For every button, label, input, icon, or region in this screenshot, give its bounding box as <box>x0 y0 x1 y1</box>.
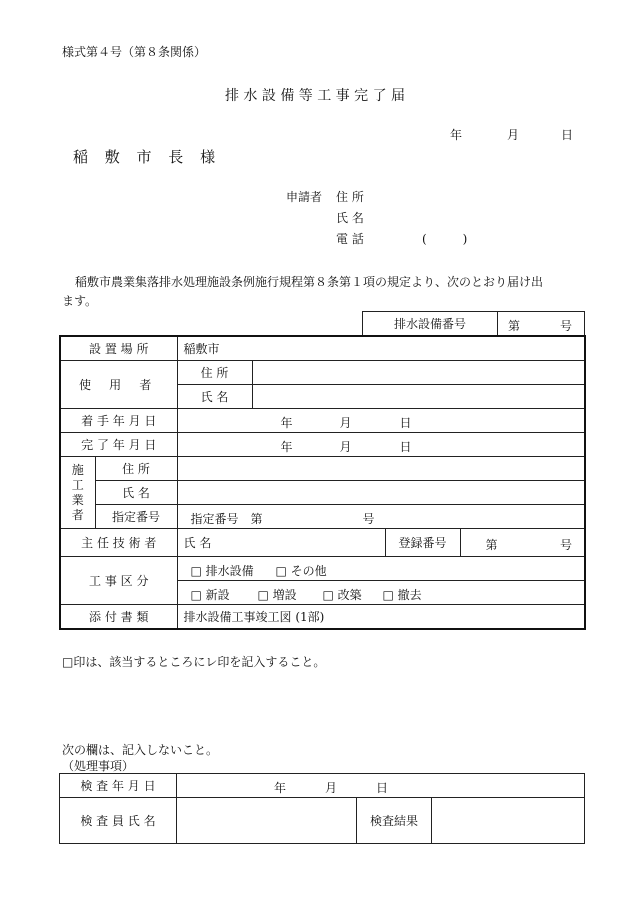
form-title: 排 水 設 備 等 工 事 完 了 届 <box>224 88 406 104</box>
form-number: 様式第４号（第８条関係） <box>62 45 207 59</box>
inspector-name-label: 検 査 員 氏 名 <box>60 798 177 844</box>
inspection-year-label: 年 <box>274 781 287 795</box>
user-label: 使 用 者 <box>60 361 177 409</box>
inspection-date-field[interactable] <box>177 774 585 798</box>
inspection-day-label: 日 <box>376 781 389 795</box>
user-name-label: 氏 名 <box>177 385 252 409</box>
contractor-name-label: 氏 名 <box>95 481 177 505</box>
applicant-phone-paren: ( ) <box>422 232 468 246</box>
contractor-address-field[interactable] <box>177 457 585 481</box>
chief-engineer-label: 主 任 技 術 者 <box>60 529 177 557</box>
date-day-label: 日 <box>561 128 574 142</box>
chief-reg-field[interactable] <box>460 529 585 557</box>
end-year-label: 年 <box>280 440 293 454</box>
equipment-number-dai: 第 <box>508 319 521 333</box>
start-date-label: 着 手 年 月 日 <box>60 409 177 433</box>
checkbox-new[interactable]: □ 新設 <box>190 588 230 602</box>
body-text-line1: 稲敷市農業集落排水処理施設条例施行規程第８条第１項の規定より、次のとおり届け出 <box>75 275 544 289</box>
user-address-field[interactable] <box>252 361 585 385</box>
end-date-label: 完 了 年 月 日 <box>60 433 177 457</box>
contractor-designation-field[interactable] <box>177 505 585 529</box>
location-value[interactable]: 稲敷市 <box>177 336 585 361</box>
main-form-table <box>59 335 586 630</box>
date-year-label: 年 <box>450 128 463 142</box>
chief-reg-label: 登録番号 <box>385 529 460 557</box>
equipment-number-label: 排水設備番号 <box>363 312 498 336</box>
inspection-month-label: 月 <box>325 781 338 795</box>
inspection-result-field[interactable] <box>432 798 585 844</box>
user-name-field[interactable] <box>252 385 585 409</box>
inspection-result-label: 検査結果 <box>357 798 432 844</box>
contractor-char-3: 業 <box>71 492 84 507</box>
checkbox-expand[interactable]: □ 増設 <box>257 588 297 602</box>
end-date-field[interactable] <box>177 433 585 457</box>
work-type-row2 <box>177 581 585 605</box>
checkbox-note: □印は、該当するところにレ印を記入すること。 <box>62 655 326 669</box>
attachment-value: 排水設備工事竣工図 (1部) <box>177 605 585 630</box>
checkbox-rebuild[interactable]: □ 改築 <box>322 588 362 602</box>
start-date-field[interactable] <box>177 409 585 433</box>
equipment-number-box <box>362 311 585 336</box>
contractor-char-2: 工 <box>71 477 84 492</box>
user-address-label: 住 所 <box>177 361 252 385</box>
body-text-line2: ます。 <box>62 294 98 308</box>
chief-name-label: 氏 名 <box>183 536 212 550</box>
chief-reg-dai: 第 <box>485 538 498 552</box>
equipment-number-go: 号 <box>559 319 572 333</box>
contractor-label <box>60 457 95 529</box>
applicant-name-label: 氏 名 <box>336 211 364 225</box>
chief-reg-go: 号 <box>560 538 573 552</box>
location-label: 設 置 場 所 <box>60 336 177 361</box>
end-month-label: 月 <box>339 440 352 454</box>
contractor-designation-go: 号 <box>362 512 375 526</box>
work-type-row1 <box>177 557 585 581</box>
inspection-date-label: 検 査 年 月 日 <box>60 774 177 798</box>
office-caption: 次の欄は、記入しないこと。 <box>62 743 219 757</box>
contractor-char-4: 者 <box>71 507 84 522</box>
applicant-phone-label: 電 話 <box>336 232 364 246</box>
inspector-name-field[interactable] <box>177 798 357 844</box>
contractor-designation-value: 指定番号 第 <box>190 512 263 526</box>
contractor-designation-label: 指定番号 <box>95 505 177 529</box>
work-type-label: 工 事 区 分 <box>60 557 177 605</box>
start-year-label: 年 <box>280 416 293 430</box>
checkbox-other[interactable]: □ その他 <box>275 564 327 578</box>
end-day-label: 日 <box>399 440 412 454</box>
checkbox-remove[interactable]: □ 撤去 <box>382 588 422 602</box>
contractor-name-field[interactable] <box>177 481 585 505</box>
date-month-label: 月 <box>507 128 520 142</box>
start-day-label: 日 <box>399 416 412 430</box>
applicant-address-label: 住 所 <box>336 190 364 204</box>
start-month-label: 月 <box>339 416 352 430</box>
addressee: 稲 敷 市 長 様 <box>73 148 222 166</box>
office-table <box>59 773 585 844</box>
applicant-label: 申請者 <box>286 190 323 204</box>
checkbox-drainage[interactable]: □ 排水設備 <box>190 564 254 578</box>
chief-name-field[interactable] <box>177 529 385 557</box>
contractor-char-1: 施 <box>71 462 84 477</box>
contractor-address-label: 住 所 <box>95 457 177 481</box>
attachment-label: 添 付 書 類 <box>60 605 177 630</box>
office-subcaption: （処理事項） <box>62 759 135 773</box>
equipment-number-field[interactable] <box>498 312 585 336</box>
